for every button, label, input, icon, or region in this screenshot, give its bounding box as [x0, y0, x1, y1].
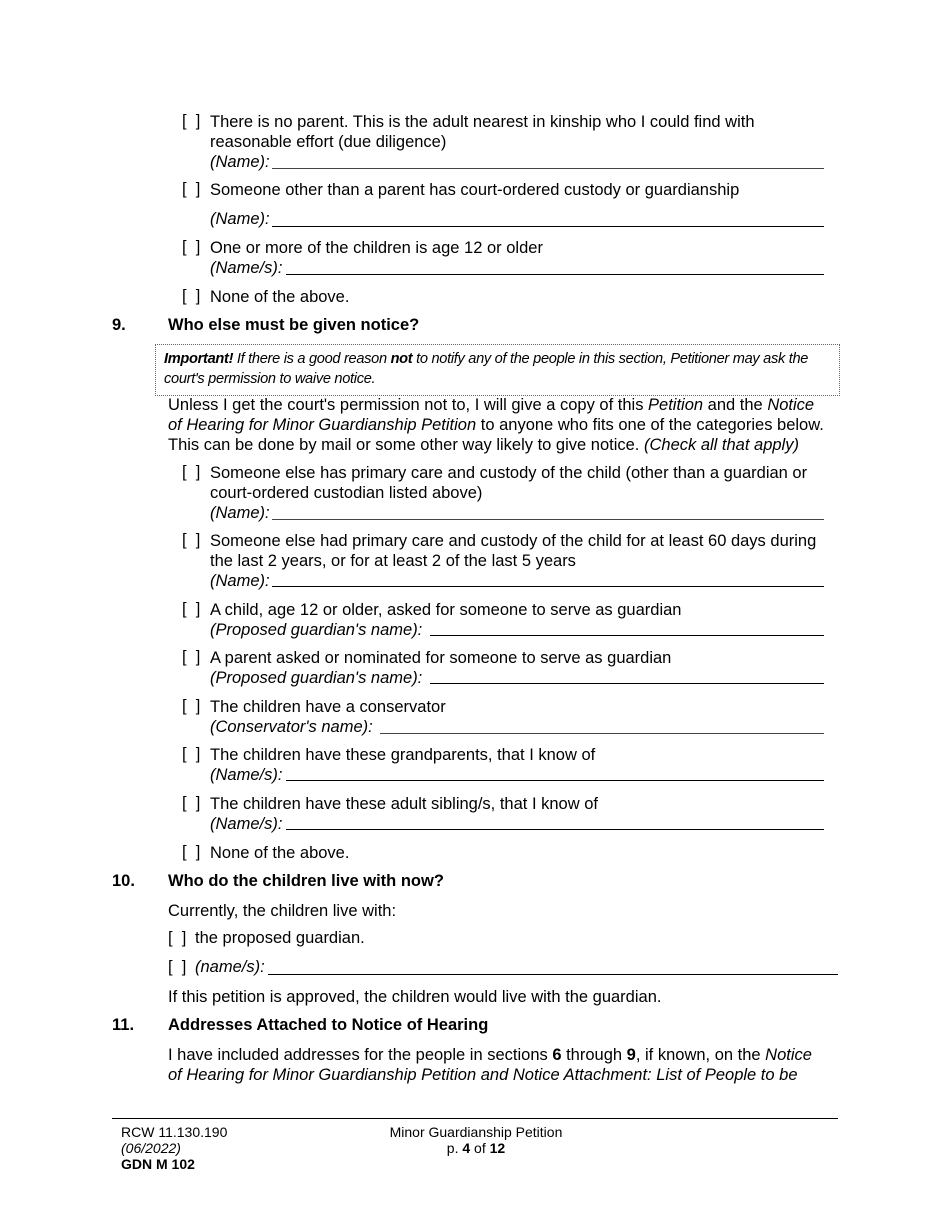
checkbox-none-8[interactable]: [ ] [182, 287, 201, 305]
siblings-names-field[interactable] [286, 829, 824, 830]
age12-names-field[interactable] [286, 274, 824, 275]
checkbox-primary-care[interactable]: [ ] [182, 463, 201, 481]
field-label: (Proposed guardian's name): [210, 621, 423, 639]
option-parent-asked-text: A parent asked or nominated for someone to serve as guardian [210, 649, 672, 667]
checkbox-live-with-names[interactable]: [ ] [168, 958, 187, 976]
field-label: (Proposed guardian's name): [210, 669, 423, 687]
section-9-title: Who else must be given notice? [168, 316, 420, 334]
field-label: (Name): [210, 210, 270, 228]
section-9-intro: Unless I get the court's permission not to, I will give a copy of this Petition and the Notice of Hearing for Minor Guardianship Petition to anyone who fits one of the categories below. This can be done by mail or some other way likely to give notice. (Check all that apply) [168, 396, 824, 454]
option-other-custody-text: Someone other than a parent has court-ordered custody or guardianship [210, 181, 740, 199]
footer-rcw: RCW 11.130.190 [121, 1124, 228, 1140]
conservator-name-field[interactable] [380, 733, 824, 734]
section-11-text: I have included addresses for the people in sections 6 through 9, if known, on the Notice of Hearing for Minor Guardianship Petition and Notice Attachment: List of People to be [168, 1046, 812, 1084]
checkbox-none-9[interactable]: [ ] [182, 843, 201, 861]
option-had-care: Someone else had primary care and custody of the child for at least 60 days during the last 2 years, or for at least 2 of the last 5 years (Name): [210, 532, 817, 590]
footer-left [121, 1124, 227, 1172]
important-notice-box: Important! If there is a good reason not to notify any of the people in this section, Petitioner may ask the court's permission to waive notice. [155, 344, 840, 396]
option-text: reasonable effort (due diligence) [210, 133, 447, 151]
checkbox-other-custody[interactable]: [ ] [182, 180, 201, 198]
option-none-8-text: None of the above. [210, 288, 350, 306]
section-11-number: 11. [112, 1016, 135, 1034]
option-proposed-guardian-text: the proposed guardian. [195, 929, 365, 947]
option-siblings-text: The children have these adult sibling/s, that I know of [210, 795, 598, 813]
field-label: (Name): [210, 153, 270, 171]
field-label: (Name/s): [210, 815, 283, 833]
checkbox-no-parent[interactable]: [ ] [182, 112, 201, 130]
option-text: There is no parent. This is the adult nearest in kinship who I could find with [210, 113, 755, 131]
checkbox-siblings[interactable]: [ ] [182, 794, 201, 812]
checkbox-grandparents[interactable]: [ ] [182, 745, 201, 763]
footer-doc-title: Minor Guardianship Petition [389, 1124, 563, 1140]
checkbox-had-care[interactable]: [ ] [182, 531, 201, 549]
important-lead: Important! [164, 351, 234, 367]
footer-date: (06/2022) [121, 1140, 181, 1156]
no-parent-name-field[interactable] [272, 168, 824, 169]
option-child-asked-text: A child, age 12 or older, asked for someone to serve as guardian [210, 601, 682, 619]
section-9-number: 9. [112, 316, 126, 334]
option-conservator-text: The children have a conservator [210, 698, 446, 716]
option-no-parent [210, 112, 755, 172]
field-label: (Name): [210, 504, 270, 522]
option-primary-care: Someone else has primary care and custody of the child (other than a guardian or court-ordered custodian listed above) (Name): [210, 464, 808, 522]
footer-divider [112, 1118, 838, 1119]
section-10-number: 10. [112, 872, 135, 890]
option-none-9-text: None of the above. [210, 844, 350, 862]
section-10-currently: Currently, the children live with: [168, 902, 397, 920]
footer-form-number: GDN M 102 [121, 1156, 195, 1172]
field-label: (name/s): [195, 958, 265, 976]
field-label: (Conservator's name): [210, 718, 373, 736]
child-asked-guardian-field[interactable] [430, 635, 824, 636]
option-grandparents-text: The children have these grandparents, that I know of [210, 746, 596, 764]
field-label: (Name/s): [210, 259, 283, 277]
checkbox-child-asked[interactable]: [ ] [182, 600, 201, 618]
checkbox-parent-asked[interactable]: [ ] [182, 648, 201, 666]
option-age12-text: One or more of the children is age 12 or older [210, 239, 543, 257]
field-label: (Name): [210, 572, 270, 590]
had-care-name-field[interactable] [272, 586, 824, 587]
checkbox-age12[interactable]: [ ] [182, 238, 201, 256]
section-11-title: Addresses Attached to Notice of Hearing [168, 1016, 489, 1034]
parent-asked-guardian-field[interactable] [430, 683, 824, 684]
checkbox-conservator[interactable]: [ ] [182, 697, 201, 715]
field-label: (Name/s): [210, 766, 283, 784]
primary-care-name-field[interactable] [272, 519, 824, 520]
footer-center [376, 1124, 576, 1156]
section-10-approved: If this petition is approved, the children would live with the guardian. [168, 988, 662, 1006]
other-custody-name-field[interactable] [272, 226, 824, 227]
section-10-title: Who do the children live with now? [168, 872, 444, 890]
checkbox-proposed-guardian[interactable]: [ ] [168, 929, 187, 947]
footer-page-number: p. 4 of 12 [446, 1140, 506, 1156]
grandparents-names-field[interactable] [286, 780, 824, 781]
live-with-names-field[interactable] [268, 974, 838, 975]
